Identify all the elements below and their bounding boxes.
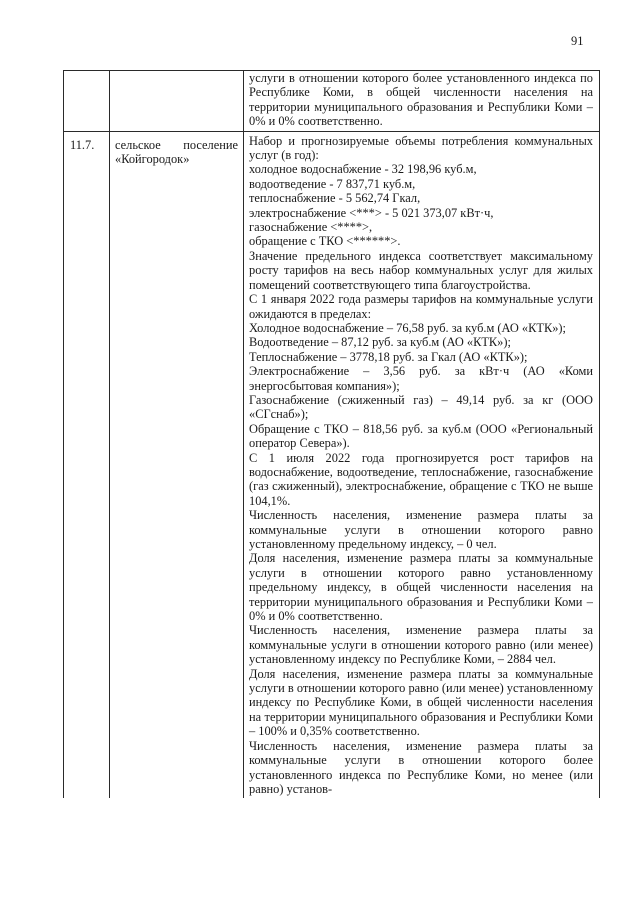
- volume-item: холодное водоснабжение - 32 198,96 куб.м,: [249, 162, 477, 177]
- tariff-item: Водоотведение – 87,12 руб. за куб.м (АО «КТК»);: [249, 335, 511, 350]
- tariff-item: Теплоснабжение – 3778,18 руб. за Гкал (АО «КТК»);: [249, 349, 528, 364]
- municipality-name-cell: сельское поселение «Койгородок»: [110, 131, 244, 798]
- paragraph: Значение предельного индекса соответствует максимальному росту тарифов на весь набор коммунальных услуг для жилых помещений соответствующего типа благоустройства.: [249, 248, 593, 292]
- paragraph: Доля населения, изменение размера платы за коммунальные услуги в отношении которого равно (или менее) установленному индексу по Республике Коми, в общей численности населения на территории муниципального образования и Республики Коми – 100% и 0,35% соответственно.: [249, 666, 594, 739]
- page-number: 91: [571, 34, 584, 48]
- tariff-item: Холодное водоснабжение – 76,58 руб. за куб.м (АО «КТК»);: [249, 320, 566, 335]
- municipality-name-cell: [110, 71, 244, 132]
- description-cell: [244, 131, 600, 798]
- tariff-item: Газоснабжение (сжиженный газ) – 49,14 руб. за кг (ООО «СГснаб»);: [249, 392, 593, 422]
- table-row-11-7: [64, 131, 600, 798]
- volume-item: теплоснабжение - 5 562,74 Гкал,: [249, 191, 421, 206]
- paragraph: Численность населения, изменение размера платы за коммунальные услуги в отношении которого равно установленному предельному индексу, – 0 чел.: [249, 508, 593, 551]
- row-number-cell: 11.7.: [64, 131, 110, 798]
- paragraph: Численность населения, изменение размера платы за коммунальные услуги в отношении которого более установленного индекса по Республике Коми, но менее (или равно) установ-: [249, 738, 593, 796]
- paragraph: Доля населения, изменение размера платы за коммунальные услуги в отношении которого равно установленному предельному индексу, в общей численности населения на территории муниципального образования и Республики Коми – 0% и 0% соответственно.: [249, 551, 593, 624]
- description-cell: [244, 71, 600, 132]
- volume-item: газоснабжение <****>,: [249, 220, 373, 235]
- volume-item: электроснабжение <***> - 5 021 373,07 кВт·ч,: [249, 205, 494, 220]
- tariff-item: Обращение с ТКО – 818,56 руб. за куб.м (ООО «Региональный оператор Севера»).: [249, 421, 593, 451]
- paragraph: Численность населения, изменение размера платы за коммунальные услуги в отношении которого равно (или менее) установленному индексу по Республике Коми, – 2884 чел.: [249, 623, 593, 667]
- volume-item: обращение с ТКО <******>.: [249, 234, 401, 249]
- table-row-continuation: [64, 71, 600, 132]
- tariff-item: Электроснабжение – 3,56 руб. за кВт·ч (АО «Коми энергосбытовая компания»);: [249, 364, 593, 393]
- row-number-cell: [64, 71, 110, 132]
- volume-item: водоотведение - 7 837,71 куб.м,: [249, 176, 416, 191]
- paragraph: услуги в отношении которого более установленного индекса по Республике Коми, в общей численности населения на территории муниципального образования и Республики Коми – 0% и 0% соответственно.: [249, 71, 593, 129]
- tariff-table: [63, 70, 600, 798]
- paragraph-intro: Набор и прогнозируемые объемы потребления коммунальных услуг (в год):: [249, 133, 593, 163]
- paragraph: С 1 июля 2022 года прогнозируется рост тарифов на водоснабжение, водоотведение, теплоснабжение, газоснабжение (газ сжиженный), электроснабжение, обращение с ТКО не выше 104,1%.: [249, 450, 593, 508]
- paragraph: С 1 января 2022 года размеры тарифов на коммунальные услуги ожидаются в пределах:: [249, 292, 593, 321]
